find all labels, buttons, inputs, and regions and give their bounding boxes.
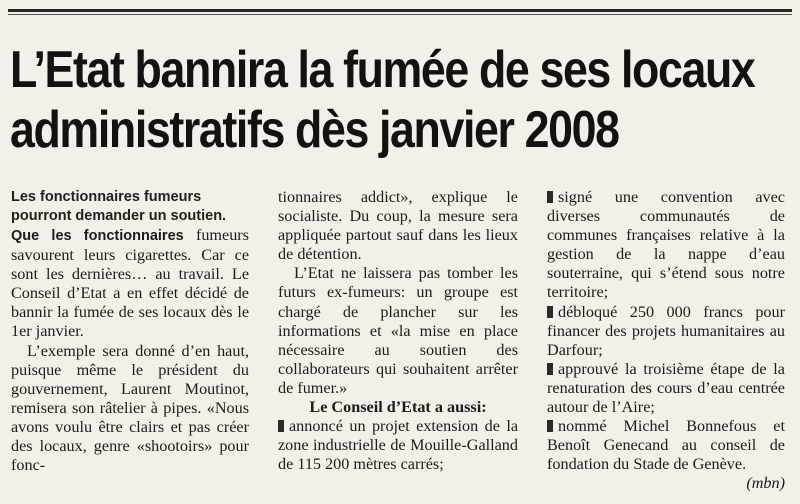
bullet-item-2-text: signé une convention avec diverses communautés de communes françaises relative à la gestion de la nappe d’eau souterraine, qui s’étend sous notre territoire; [547,188,785,302]
bullet-square-icon [547,191,553,203]
section-heading: Le Conseil d’Etat a aussi: [309,398,487,417]
author-signature: (mbn) [746,474,785,493]
article-column-2 [278,188,518,474]
bullet-item-1-text: annoncé un projet extension de la zone industrielle de Mouille-Galland de 115 200 mètres carrés; [278,417,518,474]
bullet-item-4-text: approuvé la troisième étape de la renaturation des cours d’eau centrée autour de l’Aire; [547,359,785,417]
paragraph-3: tionnaires addict», explique le socialiste. Du coup, la mesure sera appliquée partout sauf dans les lieux de détention. [278,188,518,264]
article-column-3 [547,188,785,494]
bullet-item-5-text: nommé Michel Bonnefous et Benoît Genecand au conseil de fondation du Stade de Genève. [547,417,785,474]
bullet-item-5 [547,417,785,474]
bullet-square-icon [547,420,553,432]
bullet-item-1 [278,417,518,474]
headline [10,40,755,160]
article-column-1 [11,188,249,475]
top-rule-thin [8,14,792,15]
subtitle: Les fonctionnaires fumeurs pourront demander un soutien. [11,189,227,224]
paragraph-1-text: fumeurs savourent leurs cigarettes. Car ce sont les dernières… au travail. Le Conseil d’Etat a en effet décidé de bannir la fumée de ses locaux dès le 1er janvier. [11,226,249,341]
top-rule [8,9,792,12]
paragraph-1 [11,226,249,342]
bullet-item-3 [547,303,785,360]
bullet-square-icon [547,306,553,318]
paragraph-4: L’Etat ne laissera pas tomber les futurs ex-fumeurs: un groupe est chargé de plancher sur les informations et «la mise en place nécessaire au soutien des collaborateurs qui souhaitent arrêter de fumer.» [278,264,518,397]
bullet-item-4 [547,360,785,417]
headline-line-1: L’Etat bannira la fumée de ses locaux [10,41,755,99]
bullet-square-icon [547,363,553,375]
headline-line-2: administratifs dès janvier 2008 [10,101,619,159]
paragraph-2: L’exemple sera donné d’en haut, puisque même le président du gouvernement, Laurent Moutinot, remisera son râtelier à pipes. «Nous avons voulu être clairs et pas créer des locaux, genre «shootoirs» pour fonc- [11,341,249,475]
lead-in: Que les fonctionnaires [11,228,184,244]
bullet-square-icon [278,420,284,432]
bullet-item-3-text: débloqué 250 000 francs pour financer des projets humanitaires au Darfour; [547,302,785,359]
bullet-item-2 [547,188,785,303]
